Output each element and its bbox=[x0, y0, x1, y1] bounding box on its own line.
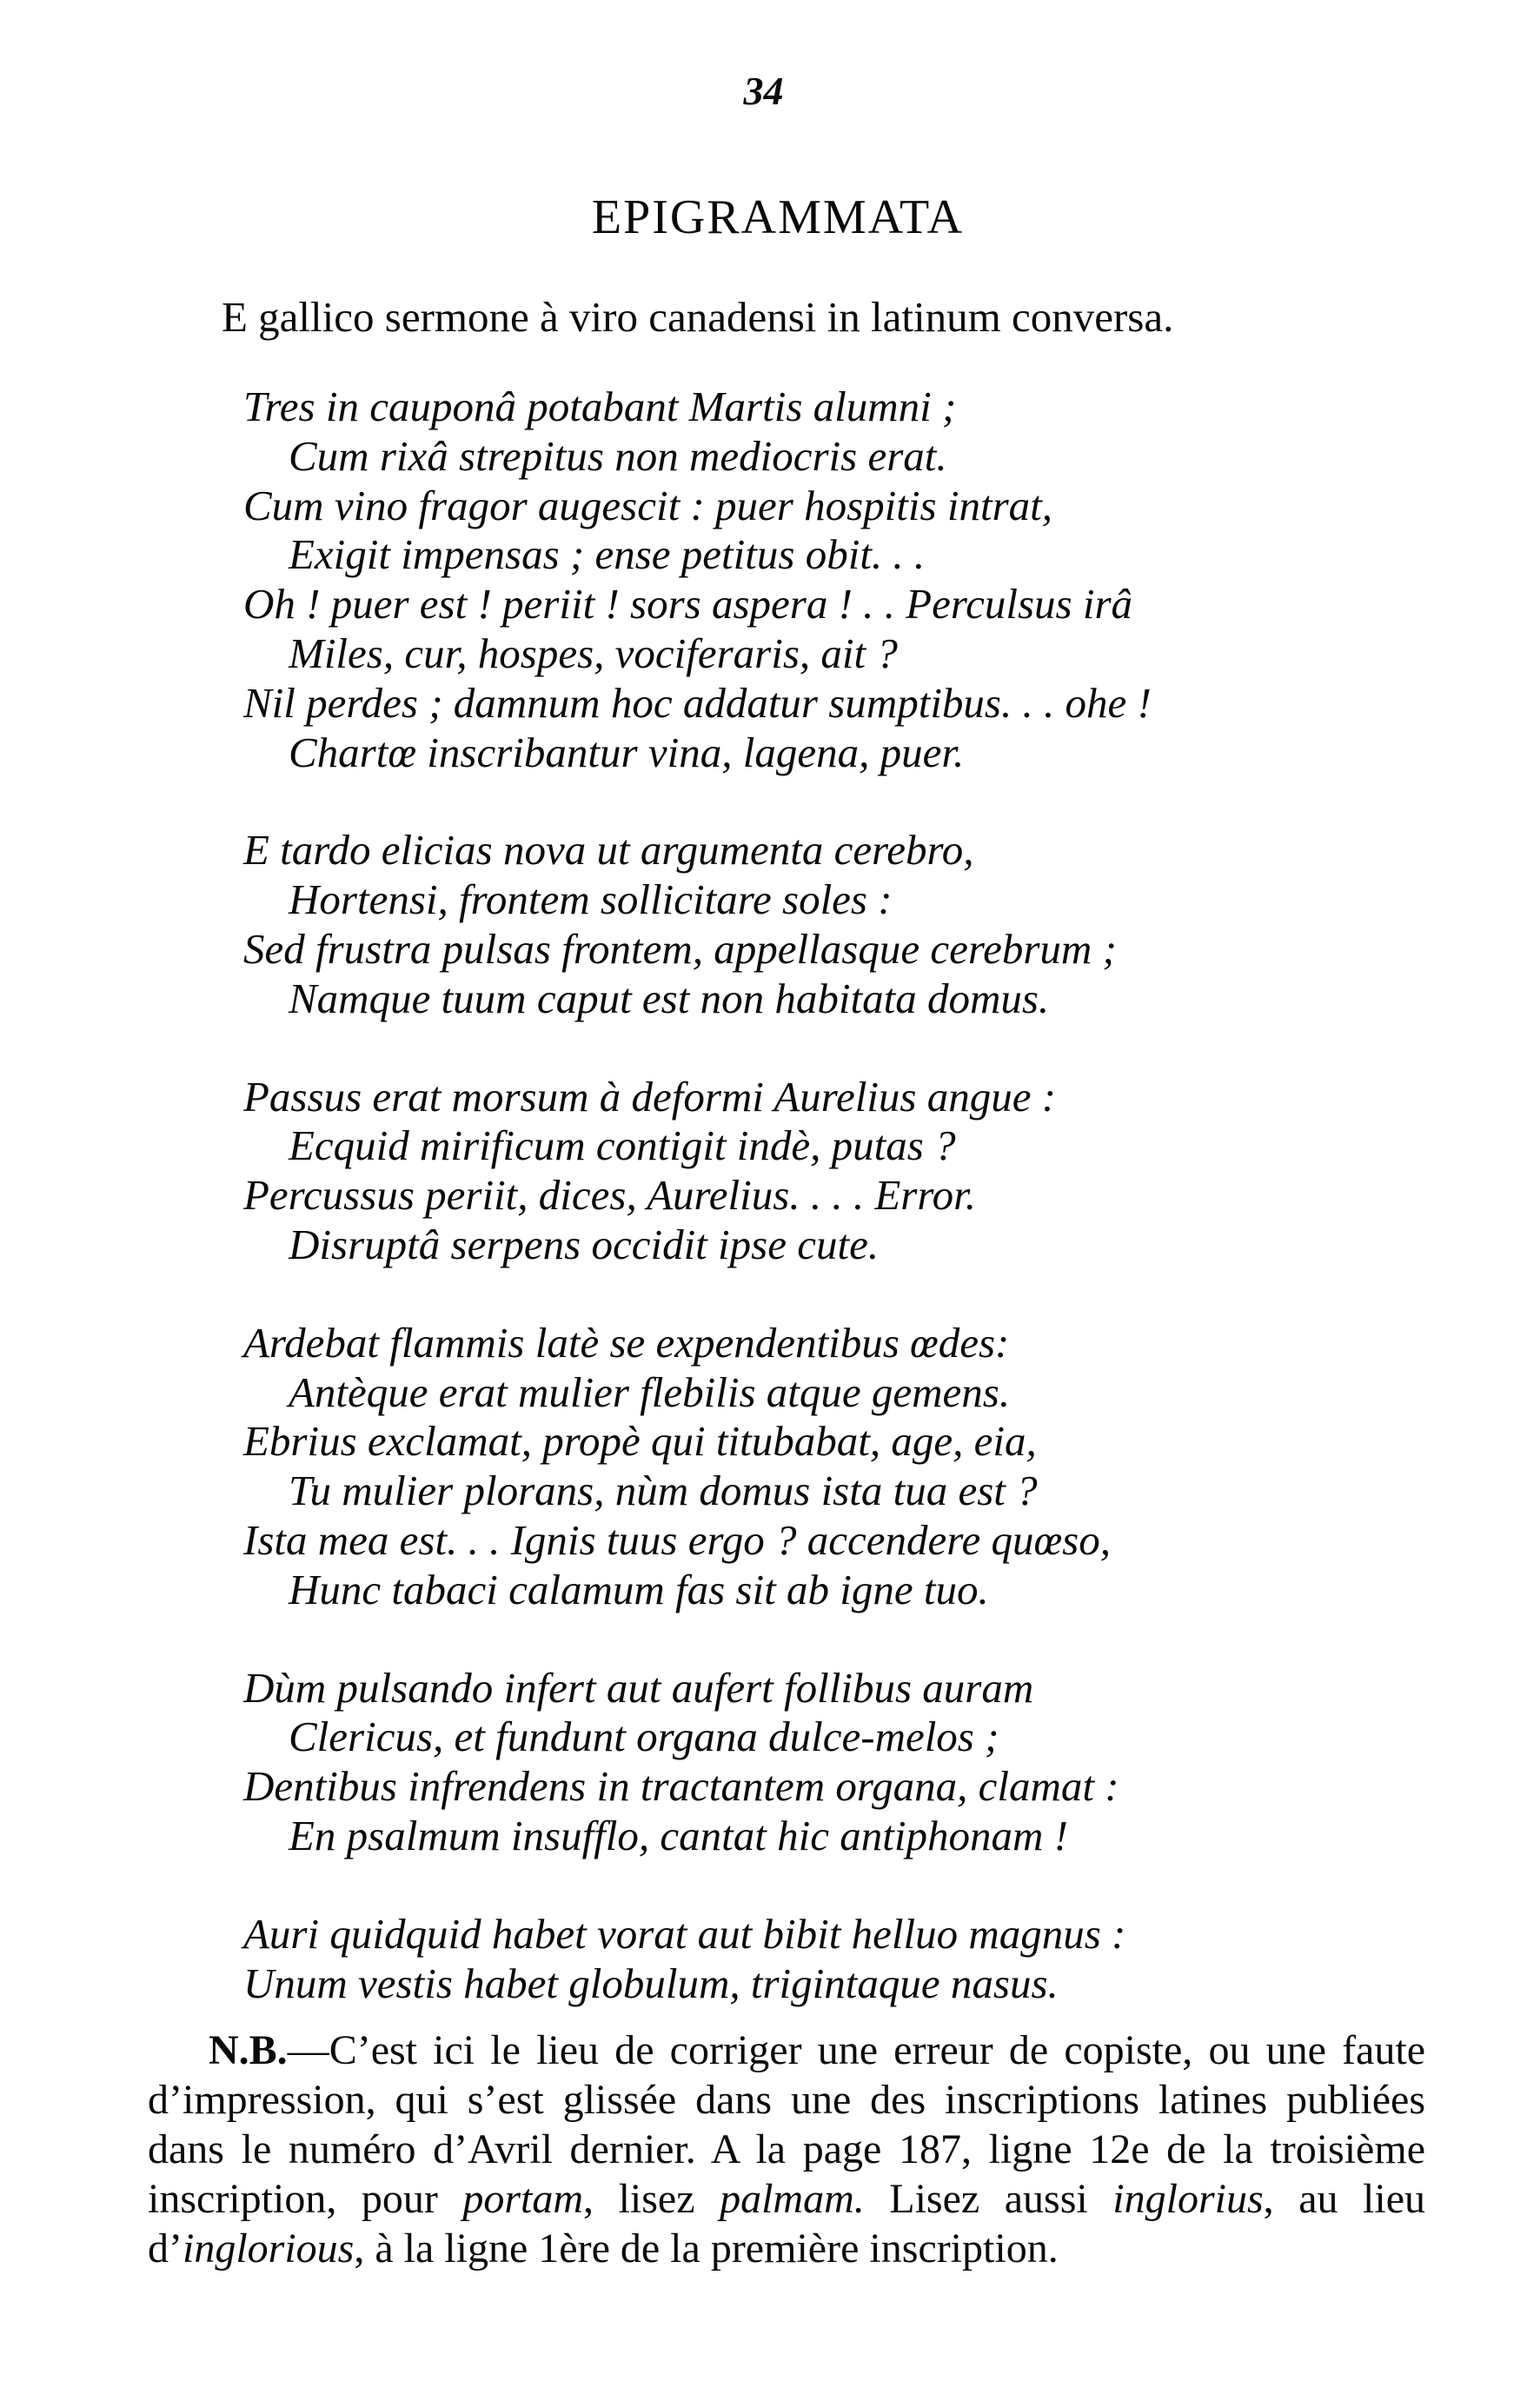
verse-line: Nil perdes ; damnum hoc addatur sumptibus. . . ohe ! bbox=[243, 678, 1152, 727]
verse-line: Oh ! puer est ! periit ! sors aspera ! . . Perculsus irâ bbox=[243, 580, 1133, 629]
verse-line: Chartœ inscribantur vina, lagena, puer. bbox=[289, 728, 965, 776]
verse-line: Ardebat flammis latè se expendentibus œdes: bbox=[243, 1318, 1010, 1367]
epigram-stanza bbox=[243, 1319, 1373, 1615]
epigram-stanza bbox=[243, 1073, 1373, 1270]
verse-line: Ebrius exclamat, propè qui titubabat, age, eia, bbox=[243, 1417, 1037, 1466]
verse-line: Exigit impensas ; ense petitus obit. . . bbox=[289, 530, 926, 579]
verse-line: Unum vestis habet globulum, trigintaque nasus. bbox=[243, 1959, 1059, 2007]
verse-line: Dùm pulsando infert aut aufert follibus auram bbox=[243, 1663, 1034, 1712]
note-text: , lisez bbox=[583, 2176, 720, 2222]
epigram-stanza bbox=[243, 826, 1373, 1023]
verse-line: Cum vino fragor augescit : puer hospitis intrat, bbox=[243, 481, 1052, 529]
epigram-stanza bbox=[243, 1910, 1373, 2009]
note-emphasis: inglorius bbox=[1112, 2176, 1264, 2222]
note-text: Lisez aussi bbox=[864, 2176, 1113, 2222]
note-text: —C’est ici le lieu de corriger une erreur de copiste, ou une faute d’impression, qui s’est glissée dans une des inscriptions latines publiées dans le numéro d’Avril dernier. A la page 187, ligne 12e de la troisième inscription, pour bbox=[148, 2027, 1425, 2222]
verse-line: Cum rixâ strepitus non mediocris erat. bbox=[289, 431, 947, 480]
verse-line: Clericus, et fundunt organa dulce-melos ; bbox=[289, 1713, 999, 1761]
page-title: EPIGRAMMATA bbox=[591, 190, 965, 244]
note-emphasis: portam bbox=[462, 2176, 584, 2222]
note-emphasis: inglorious bbox=[182, 2225, 355, 2272]
note-text: , à la ligne 1ère de la première inscription. bbox=[354, 2225, 1059, 2272]
verse-line: Antèque erat mulier flebilis atque gemens. bbox=[289, 1367, 1011, 1416]
verse-line: Disruptâ serpens occidit ipse cute. bbox=[289, 1220, 880, 1268]
verse-line: Ecquid mirificum contigit indè, putas ? bbox=[289, 1121, 956, 1170]
verse-line: En psalmum insufflo, cantat hic antiphonam ! bbox=[289, 1811, 1068, 1859]
epigram-stanza bbox=[243, 382, 1373, 777]
verse-line: Passus erat morsum à deformi Aurelius angue : bbox=[243, 1072, 1057, 1121]
note-text: , au lieu d’ bbox=[148, 2176, 1426, 2272]
verse-line: Tres in cauponâ potabant Martis alumni ; bbox=[243, 382, 957, 430]
editor-note bbox=[148, 2026, 1425, 2273]
note-emphasis: palmam. bbox=[720, 2176, 865, 2222]
verse-line: E tardo elicias nova ut argumenta cerebro, bbox=[243, 826, 974, 875]
verse-line: Tu mulier plorans, nùm domus ista tua est ? bbox=[289, 1467, 1038, 1515]
epigrams bbox=[243, 382, 1373, 2008]
verse-line: Sed frustra pulsas frontem, appellasque cerebrum ; bbox=[243, 924, 1117, 973]
page-number: 34 bbox=[743, 69, 784, 113]
verse-line: Namque tuum caput est non habitata domus. bbox=[289, 974, 1050, 1022]
subtitle: E gallico sermone à viro canadensi in latinum conversa. bbox=[222, 293, 1174, 341]
verse-line: Hortensi, frontem sollicitare soles : bbox=[289, 875, 893, 924]
verse-line: Ista mea est. . . Ignis tuus ergo ? accendere quœso, bbox=[243, 1515, 1111, 1564]
verse-line: Percussus periit, dices, Aurelius. . . . Error. bbox=[243, 1171, 976, 1220]
note-label: N.B. bbox=[209, 2027, 288, 2073]
epigram-stanza bbox=[243, 1664, 1373, 1861]
verse-line: Miles, cur, hospes, vociferaris, ait ? bbox=[289, 629, 898, 677]
verse-line: Dentibus infrendens in tractantem organa, clamat : bbox=[243, 1762, 1119, 1811]
verse-line: Hunc tabaci calamum fas sit ab igne tuo. bbox=[289, 1565, 989, 1613]
verse-line: Auri quidquid habet vorat aut bibit helluo magnus : bbox=[243, 1909, 1126, 1958]
